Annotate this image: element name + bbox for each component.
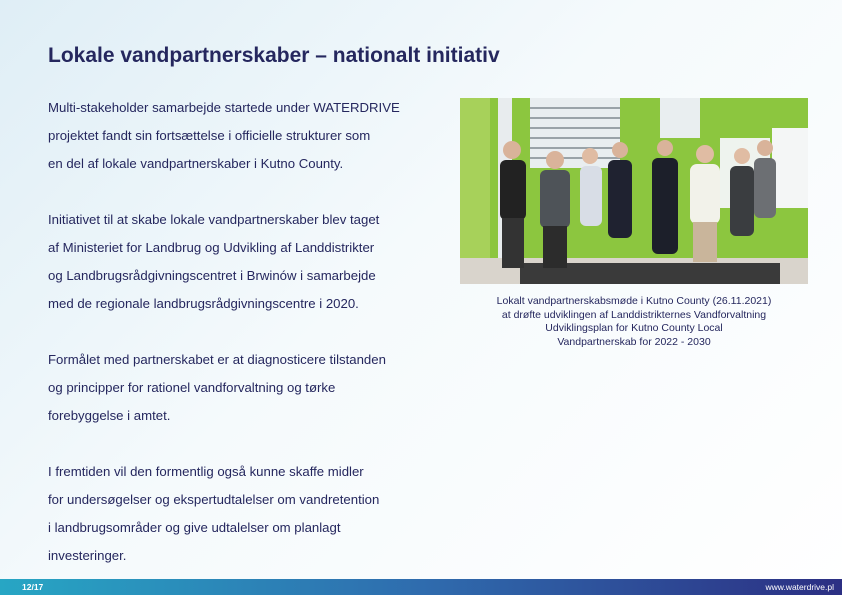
page-title: Lokale vandpartnerskaber – nationalt initiativ	[48, 44, 500, 67]
paragraph-future	[48, 458, 438, 570]
text-line: Multi-stakeholder samarbejde startede under WATERDRIVE	[48, 100, 400, 115]
paragraph-purpose	[48, 346, 438, 430]
text-line: I fremtiden vil den formentlig også kunne skaffe midler	[48, 464, 364, 479]
text-line: investeringer.	[48, 548, 127, 563]
website-link[interactable]: www.waterdrive.pl	[765, 582, 834, 592]
text-line: i landbrugsområder og give udtalelser om planlagt	[48, 520, 341, 535]
text-line: Initiativet til at skabe lokale vandpartnerskaber blev taget	[48, 212, 380, 227]
text-line: og Landbrugsrådgivningscentret i Brwinów i samarbejde	[48, 268, 376, 283]
caption-line: Udviklingsplan for Kutno County Local	[545, 322, 723, 334]
paragraph-intro	[48, 94, 438, 178]
photo-caption	[460, 295, 808, 349]
text-line: af Ministeriet for Landbrug og Udvikling af Landdistrikter	[48, 240, 375, 255]
caption-line: Vandpartnerskab for 2022 - 2030	[557, 335, 711, 348]
text-line: med de regionale landbrugsrådgivningscentre i 2020.	[48, 296, 359, 311]
text-line: for undersøgelser og ekspertudtalelser om vandretention	[48, 492, 380, 507]
text-line: forebyggelse i amtet.	[48, 408, 171, 423]
caption-line: at drøfte udviklingen af Landdistrikternes Vandforvaltning	[501, 308, 767, 321]
paragraph-initiative	[48, 206, 438, 318]
text-line: projektet fandt sin fortsættelse i officielle strukturer som	[48, 128, 371, 143]
footer-bar	[0, 579, 842, 595]
caption-line: Lokalt vandpartnerskabsmøde i Kutno County (26.11.2021)	[496, 295, 772, 307]
body-text	[48, 94, 438, 570]
meeting-photo	[460, 98, 808, 284]
group-photo-icon	[460, 98, 808, 284]
text-line: og principper for rationel vandforvaltning og tørke	[48, 380, 336, 395]
page-number: 12/17	[22, 582, 44, 592]
text-line: Formålet med partnerskabet er at diagnosticere tilstanden	[48, 352, 386, 367]
text-line: en del af lokale vandpartnerskaber i Kutno County.	[48, 156, 344, 171]
